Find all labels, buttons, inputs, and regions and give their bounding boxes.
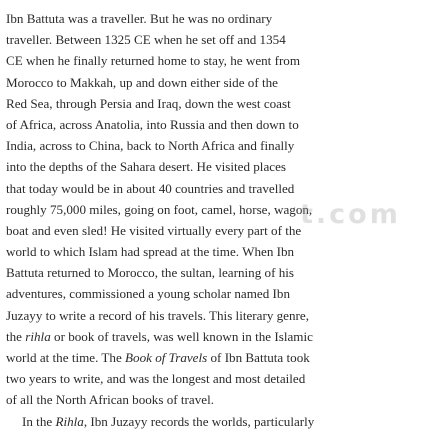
text-segment: of Ibn Battuta took: [207, 350, 310, 365]
text-line: [6, 389, 324, 410]
italic-title: rihla: [25, 328, 51, 344]
text-line: [6, 50, 324, 71]
text-segment: two years to write, and was the longest and most detailed: [6, 371, 306, 387]
text-segment: of Africa, across Anatolia, into Russia and then down to: [6, 116, 299, 132]
text-segment: Juzayy to write a record of his travels. This literary genre,: [6, 307, 309, 323]
text-line: [6, 156, 324, 177]
text-line: [6, 220, 324, 241]
text-segment: into the depths of the Sahara desert. He visited places: [6, 159, 286, 175]
text-line: [6, 199, 324, 220]
text-segment: of all the North African books of travel.: [6, 392, 214, 408]
text-segment: adventures, commissioned a young scholar named Ibn: [6, 286, 290, 302]
italic-title: Book of Travels: [125, 350, 208, 365]
text-segment: India, across to China, back to North Africa and finally: [6, 138, 295, 154]
text-line: [6, 262, 324, 283]
text-segment: CE when he finally returned home to stay, he went from: [6, 53, 301, 69]
text-segment: boat and even sled! He visited virtually every part of the: [6, 222, 302, 238]
text-line: [6, 347, 324, 368]
text-line: [6, 241, 324, 262]
text-line: [6, 135, 324, 156]
text-segment: traveller. Between 1325 CE when he set off and 1354: [6, 32, 286, 48]
text-segment: Morocco to Makkah, up and down either side of the: [6, 74, 278, 90]
text-line: [6, 29, 324, 50]
text-segment: that today would be in about 40 countries and travelled: [6, 180, 295, 196]
text-segment: or book of travels, was well known in the Islamic: [50, 328, 313, 344]
text-segment: world to which Islam had spread at the time. When Ibn: [6, 244, 295, 260]
text-segment: Ibn Battuta was a traveller. But he was no ordinary: [6, 11, 273, 26]
italic-title: Rihla: [55, 413, 84, 429]
text-line: [6, 411, 324, 430]
text-line: [6, 283, 324, 304]
text-line: [6, 114, 324, 135]
text-segment: Red Sea, through Persia and Iraq, down the west coast: [6, 95, 291, 111]
text-segment: world at the time. The: [6, 350, 126, 365]
text-line: [6, 368, 324, 389]
text-line: [6, 178, 324, 199]
text-segment: the: [6, 328, 26, 344]
text-segment: , Ibn Juzayy records the worlds, particularly: [83, 413, 315, 429]
text-segment: roughly 75,000 miles, going on foot, camel, horse, wagon,: [6, 201, 313, 217]
text-line: [6, 8, 324, 29]
watermark: t.com: [300, 199, 401, 230]
text-line: [6, 72, 324, 93]
text-segment: In the: [22, 413, 56, 429]
text-segment: Battuta returned to Morocco, the sultan, learning of his: [6, 265, 294, 281]
text-line: [6, 93, 324, 114]
text-line: [6, 326, 324, 347]
body-text: [6, 8, 324, 430]
text-line: [6, 305, 324, 326]
